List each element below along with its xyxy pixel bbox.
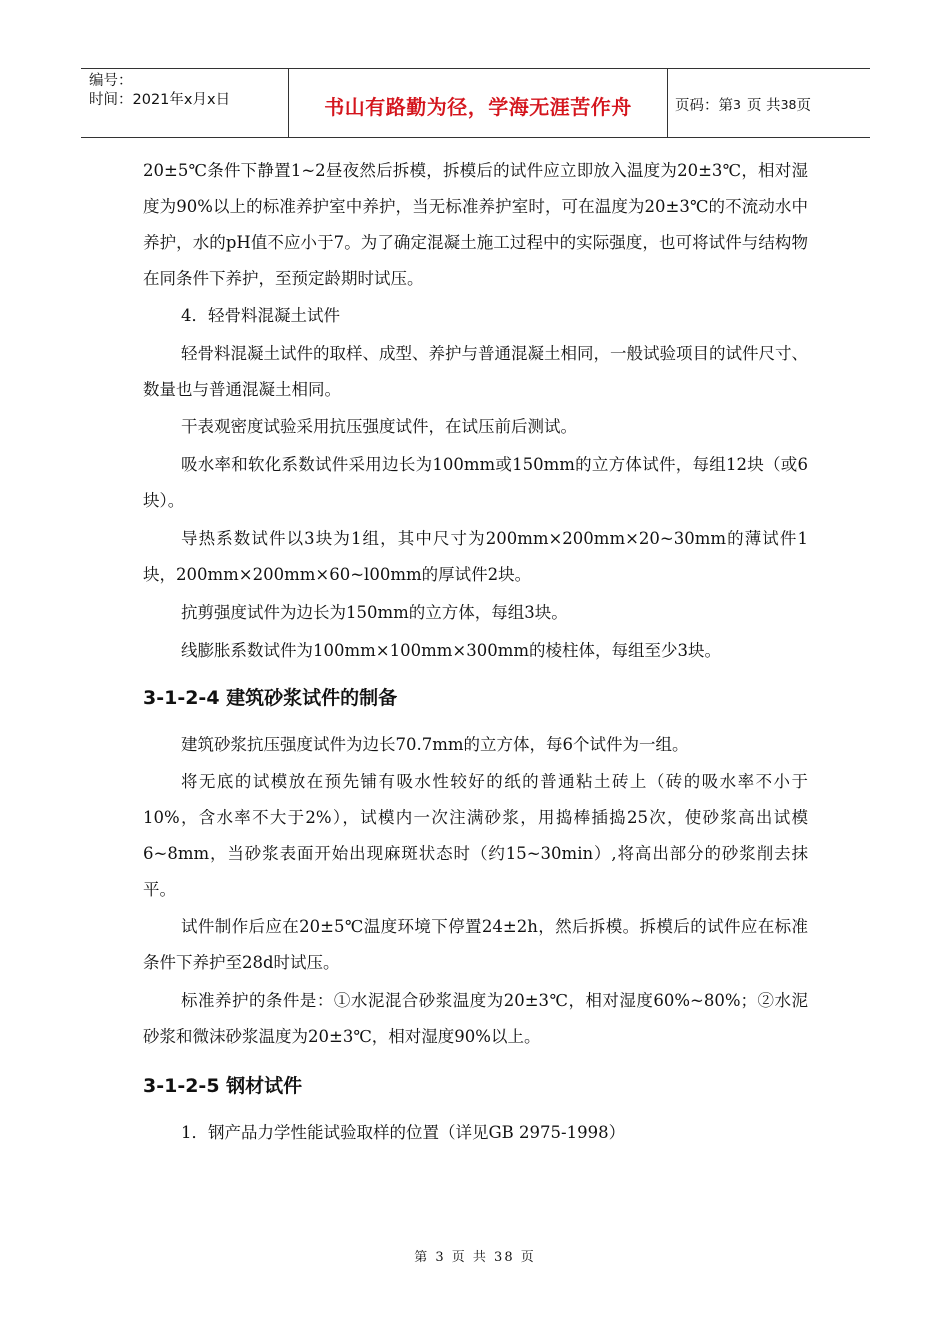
paragraph: 建筑砂浆抗压强度试件为边长70.7mm的立方体，每6个试件为一组。 (181, 735, 689, 754)
page-header (81, 68, 870, 138)
header-motto: 书山有路勤为径，学海无涯苦作舟 (324, 94, 632, 119)
paragraph: 标准养护的条件是：①水泥混合砂浆温度为20±3℃，相对湿度60%~80%；②水泥砂浆和微沫砂浆温度为20±3℃，相对湿度90%以上。 (143, 991, 808, 1046)
page-label-prefix: 页码：第 (675, 98, 733, 114)
paragraph: 1．钢产品力学性能试验取样的位置（详见GB 2975-1998） (181, 1123, 626, 1142)
paragraph: 导热系数试件以3块为1组，其中尺寸为200mm×200mm×20~30mm的薄试件1块，200mm×200mm×60~l00mm的厚试件2块。 (143, 529, 808, 584)
header-page-number: 3 (733, 97, 741, 112)
header-page-indicator (668, 69, 870, 137)
section-heading-steel: 3-1-2-5 钢材试件 (143, 1075, 303, 1097)
paragraph: 抗剪强度试件为边长为150mm的立方体，每组3块。 (181, 603, 568, 622)
paragraph: 将无底的试模放在预先铺有吸水性较好的纸的普通粘土砖上（砖的吸水率不小于10%，含水率不大于2%），试模内一次注满砂浆，用捣棒插捣25次，使砂浆高出试模6~8mm，当砂浆表面开始出现麻斑状态时（约15~30min）,将高出部分的砂浆削去抹平。 (143, 772, 808, 899)
header-middle-cell (289, 69, 668, 137)
page-label-suffix: 页 (796, 98, 811, 114)
header-page-total: 38 (780, 97, 797, 112)
serial-label: 编号： (89, 73, 133, 89)
paragraph: 20±5℃条件下静置1~2昼夜然后拆模，拆模后的试件应立即放入温度为20±3℃，相对湿度为90%以上的标准养护室中养护，当无标准养护室时，可在温度为20±3℃的不流动水中养护，水的pH值不应小于7。为了确定混凝土施工过程中的实际强度，也可将试件与结构物在同条件下养护，至预定龄期时试压。 (143, 161, 808, 288)
page-label-middle: 页 共 (746, 98, 781, 114)
paragraph: 干表观密度试验采用抗压强度试件，在试压前后测试。 (181, 417, 577, 436)
date-label: 时间：2021年x月x日 (89, 92, 231, 108)
subheading-lightweight-aggregate: 4．轻骨料混凝土试件 (181, 306, 340, 325)
paragraph: 试件制作后应在20±5℃温度环境下停置24±2h，然后拆模。拆模后的试件应在标准条件下养护至28d时试压。 (143, 917, 808, 972)
paragraph: 线膨胀系数试件为100mm×100mm×300mm的棱柱体，每组至少3块。 (181, 641, 722, 660)
page-footer: 第 3 页 共 38 页 (414, 1250, 536, 1265)
paragraph: 轻骨料混凝土试件的取样、成型、养护与普通混凝土相同，一般试验项目的试件尺寸、数量也与普通混凝土相同。 (143, 344, 808, 399)
section-heading-mortar: 3-1-2-4 建筑砂浆试件的制备 (143, 687, 398, 709)
paragraph: 吸水率和软化系数试件采用边长为100mm或150mm的立方体试件，每组12块（或6块）。 (143, 455, 808, 510)
document-body (143, 153, 808, 1151)
header-left-cell (81, 69, 289, 137)
